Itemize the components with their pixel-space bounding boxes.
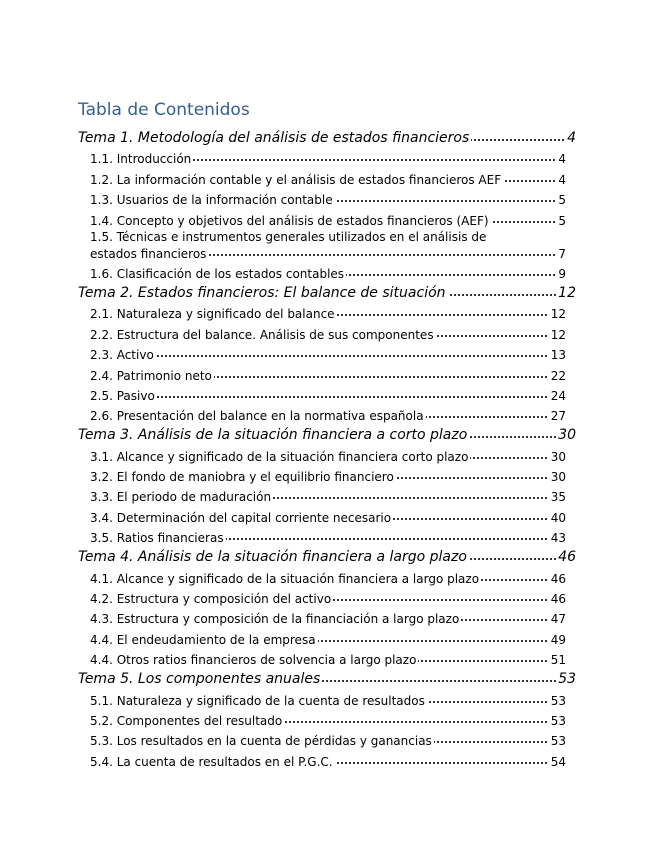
toc-topic-entry[interactable] xyxy=(0,126,655,146)
toc-subentry[interactable] xyxy=(0,525,655,545)
toc-subentry[interactable] xyxy=(0,504,655,524)
toc-entry-text: Tema 5. Los componentes anuales xyxy=(78,671,321,688)
toc-subentry[interactable] xyxy=(0,687,655,707)
toc-subentry[interactable] xyxy=(0,647,655,667)
toc-entry-text: 4.3. Estructura y composición de la financiación a largo plazo xyxy=(90,612,460,627)
toc-list xyxy=(0,126,655,769)
toc-page-number: 27 xyxy=(550,409,566,424)
toc-subentry[interactable] xyxy=(0,321,655,341)
toc-entry-text: 1.2. La información contable y el análisis de estados financieros AEF xyxy=(90,172,502,187)
toc-entry-text: 2.4. Patrimonio neto xyxy=(90,368,212,383)
toc-topic-entry[interactable] xyxy=(0,423,655,443)
toc-subentry[interactable] xyxy=(0,383,655,403)
toc-entry-text: 3.2. El fondo de maniobra y el equilibrio financiero xyxy=(90,470,394,485)
toc-page-number: 53 xyxy=(550,713,566,728)
toc-entry-text: Tema 3. Análisis de la situación financiera a corto plazo xyxy=(78,427,468,444)
toc-entry-text: 2.2. Estructura del balance. Análisis de sus componentes xyxy=(90,327,434,342)
toc-page-number: 30 xyxy=(550,470,566,485)
toc-subentry[interactable] xyxy=(0,187,655,207)
toc-entry-text: 5.1. Naturaleza y significado de la cuenta de resultados xyxy=(90,693,425,708)
toc-entry-text: 4.1. Alcance y significado de la situación financiera a largo plazo xyxy=(90,571,480,586)
toc-page-number: 40 xyxy=(550,510,566,525)
toc-entry-text: 5.4. La cuenta de resultados en el P.G.C. xyxy=(90,754,333,769)
toc-entry-text: Tema 4. Análisis de la situación financiera a largo plazo xyxy=(78,549,467,566)
toc-entry-text: 2.5. Pasivo xyxy=(90,388,155,403)
toc-page-number: 30 xyxy=(550,449,566,464)
toc-entry-text: 5.3. Los resultados en la cuenta de pérdidas y ganancias xyxy=(90,734,432,749)
toc-page-number: 5 xyxy=(558,193,566,208)
toc-entry-text: 2.3. Activo xyxy=(90,348,154,363)
toc-page-number: 4 xyxy=(567,130,576,146)
toc-subentry[interactable] xyxy=(0,748,655,768)
toc-entry-text: estados financieros xyxy=(90,246,207,261)
toc-subentry[interactable] xyxy=(0,606,655,626)
toc-entry-text: 3.5. Ratios financieras xyxy=(90,531,224,546)
toc-entry-text: 3.3. El periodo de maduración xyxy=(90,490,272,505)
toc-entry-text: 1.3. Usuarios de la información contable xyxy=(90,193,333,208)
dot-leader xyxy=(90,396,566,398)
toc-entry-text: 1.6. Clasificación de los estados contables xyxy=(90,266,345,281)
toc-entry-text: 3.4. Determinación del capital corriente necesario xyxy=(90,510,392,525)
toc-page-number: 12 xyxy=(550,327,566,342)
toc-subentry[interactable] xyxy=(0,261,655,281)
toc-entry-text: 3.1. Alcance y significado de la situación financiera corto plazo xyxy=(90,449,469,464)
toc-entry-text: 5.2. Componentes del resultado xyxy=(90,713,283,728)
toc-page-number: 12 xyxy=(550,307,566,322)
toc-topic-entry[interactable] xyxy=(0,667,655,687)
toc-page-number: 7 xyxy=(558,246,566,261)
toc-subentry[interactable] xyxy=(0,146,655,166)
toc-topic-entry[interactable] xyxy=(0,545,655,565)
toc-entry-text: Tema 1. Metodología del análisis de estados financieros xyxy=(78,130,470,146)
toc-subentry[interactable] xyxy=(0,403,655,423)
toc-subentry[interactable] xyxy=(0,728,655,748)
toc-subentry[interactable] xyxy=(0,228,655,261)
toc-page-number: 53 xyxy=(550,734,566,749)
toc-page-number: 46 xyxy=(558,549,576,566)
dot-leader xyxy=(90,355,566,357)
toc-entry-text: 1.4. Concepto y objetivos del análisis de estados financieros (AEF) xyxy=(90,213,489,228)
toc-entry-text: Tema 2. Estados financieros: El balance de situación xyxy=(78,284,446,301)
toc-subentry[interactable] xyxy=(0,362,655,382)
toc-page-number: 4 xyxy=(558,172,566,187)
toc-page-number: 13 xyxy=(550,348,566,363)
toc-page-number: 5 xyxy=(558,213,566,228)
toc-title: Tabla de Contenidos xyxy=(78,100,250,120)
toc-entry-text: 4.4. Otros ratios financieros de solvencia a largo plazo xyxy=(90,653,417,668)
toc-subentry[interactable] xyxy=(0,626,655,646)
toc-page-number: 46 xyxy=(550,571,566,586)
toc-entry-text-line1: 1.5. Técnicas e instrumentos generales utilizados en el análisis de xyxy=(90,229,487,244)
toc-page-number: 47 xyxy=(550,612,566,627)
toc-page-number: 53 xyxy=(558,671,576,688)
toc-subentry[interactable] xyxy=(0,207,655,227)
toc-subentry[interactable] xyxy=(0,464,655,484)
toc-entry-text: 2.6. Presentación del balance en la normativa española xyxy=(90,409,424,424)
toc-page-number: 22 xyxy=(550,368,566,383)
toc-subentry[interactable] xyxy=(0,484,655,504)
toc-page-number: 43 xyxy=(550,531,566,546)
toc-topic-entry[interactable] xyxy=(0,281,655,301)
toc-page-number: 53 xyxy=(550,693,566,708)
toc-subentry[interactable] xyxy=(0,586,655,606)
toc-page-number: 46 xyxy=(550,592,566,607)
toc-page-number: 12 xyxy=(558,284,576,301)
toc-page-number: 9 xyxy=(558,266,566,281)
toc-entry-text: 2.1. Naturaleza y significado del balance xyxy=(90,307,335,322)
toc-entry-text: 4.4. El endeudamiento de la empresa xyxy=(90,632,316,647)
toc-page-number: 49 xyxy=(550,632,566,647)
toc-subentry[interactable] xyxy=(0,342,655,362)
toc-page-number: 54 xyxy=(550,754,566,769)
toc-subentry[interactable] xyxy=(0,166,655,186)
toc-entry-text: 4.2. Estructura y composición del activo xyxy=(90,592,332,607)
toc-page-number: 24 xyxy=(550,388,566,403)
toc-page-number: 35 xyxy=(550,490,566,505)
toc-page-number: 51 xyxy=(550,653,566,668)
toc-entry-text: 1.1. Introducción xyxy=(90,152,192,167)
toc-page-number: 4 xyxy=(558,152,566,167)
toc-subentry[interactable] xyxy=(0,443,655,463)
toc-subentry[interactable] xyxy=(0,301,655,321)
toc-subentry[interactable] xyxy=(0,565,655,585)
toc-subentry[interactable] xyxy=(0,708,655,728)
toc-page-number: 30 xyxy=(558,427,576,444)
